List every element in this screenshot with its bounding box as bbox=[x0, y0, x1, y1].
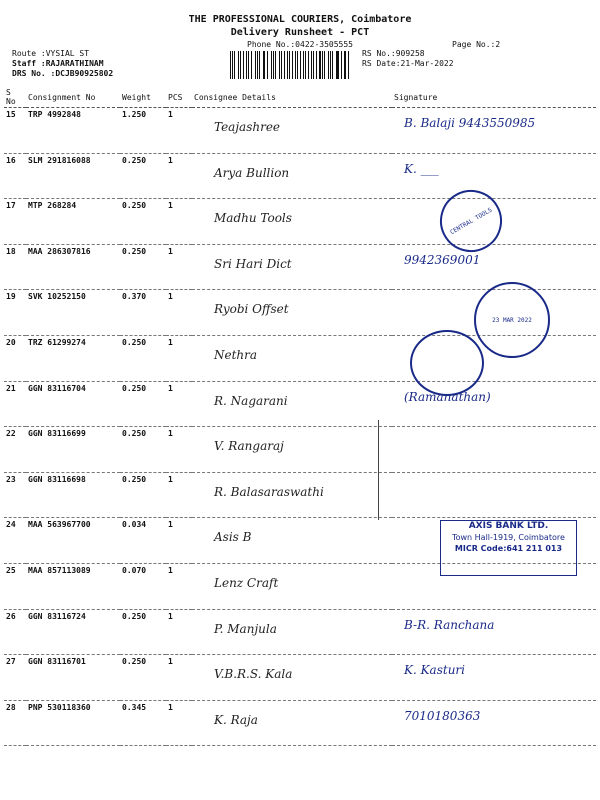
row-signature-cell bbox=[392, 655, 596, 701]
row-weight: 0.250 bbox=[120, 153, 166, 199]
row-signature: 9942369001 bbox=[404, 252, 481, 267]
row-consignee-cell bbox=[192, 335, 392, 381]
row-consignee-cell bbox=[192, 244, 392, 290]
row-consignee: V.B.R.S. Kala bbox=[214, 667, 293, 682]
row-consignment-no: TRP 4992848 bbox=[26, 108, 120, 154]
table-row bbox=[4, 427, 596, 473]
row-weight: 0.250 bbox=[120, 472, 166, 518]
row-pcs: 1 bbox=[166, 655, 192, 701]
row-consignee: Nethra bbox=[214, 347, 258, 362]
row-weight: 0.250 bbox=[120, 335, 166, 381]
row-sno: 15 bbox=[4, 108, 26, 154]
row-consignee: Teajashree bbox=[214, 120, 281, 134]
row-consignee: Lenz Craft bbox=[214, 575, 279, 590]
row-consignee-cell bbox=[192, 655, 392, 701]
row-sno: 24 bbox=[4, 518, 26, 564]
row-pcs: 1 bbox=[166, 609, 192, 655]
row-pcs: 1 bbox=[166, 108, 192, 154]
row-pcs: 1 bbox=[166, 518, 192, 564]
row-weight: 0.250 bbox=[120, 427, 166, 473]
row-consignment-no: MAA 286307816 bbox=[26, 244, 120, 290]
row-consignee-cell bbox=[192, 381, 392, 427]
row-consignee: Madhu Tools bbox=[214, 211, 292, 226]
row-weight: 0.070 bbox=[120, 563, 166, 609]
row-signature: 7010180363 bbox=[404, 708, 481, 723]
central-tools-stamp: CENTRAL TOOLS bbox=[429, 179, 514, 264]
row-consignment-no: GGN 83116698 bbox=[26, 472, 120, 518]
row-sno: 17 bbox=[4, 199, 26, 245]
row-sno: 16 bbox=[4, 153, 26, 199]
row-signature-cell bbox=[392, 244, 596, 290]
row-signature-cell bbox=[392, 108, 596, 154]
row-weight: 0.250 bbox=[120, 244, 166, 290]
row-consignment-no: SVK 10252150 bbox=[26, 290, 120, 336]
row-consignee-cell bbox=[192, 700, 392, 746]
row-consignee-cell bbox=[192, 108, 392, 154]
row-sno: 18 bbox=[4, 244, 26, 290]
row-consignee-cell bbox=[192, 199, 392, 245]
row-signature: B. Balaji 9443550985 bbox=[404, 116, 536, 130]
col-consignee: Consignee Details bbox=[192, 87, 392, 108]
row-consignee: Asis B bbox=[214, 530, 252, 545]
table-row bbox=[4, 381, 596, 427]
row-pcs: 1 bbox=[166, 290, 192, 336]
row-weight: 0.370 bbox=[120, 290, 166, 336]
row-consignee-cell bbox=[192, 472, 392, 518]
row-pcs: 1 bbox=[166, 153, 192, 199]
bank-stamp: AXIS BANK LTD. Town Hall-1919, Coimbatore MICR Code:641 211 013 bbox=[440, 520, 577, 576]
phone-number: Phone No.:0422-3505555 bbox=[247, 40, 353, 49]
row-signature-cell bbox=[392, 153, 596, 199]
row-pcs: 1 bbox=[166, 381, 192, 427]
row-consignee: R. Balasaraswathi bbox=[214, 484, 324, 499]
divider-line bbox=[378, 420, 379, 520]
row-weight: 0.250 bbox=[120, 609, 166, 655]
row-sno: 27 bbox=[4, 655, 26, 701]
rs-date: RS Date:21-Mar-2022 bbox=[362, 59, 454, 68]
barcode bbox=[230, 51, 352, 79]
rs-number: RS No.:909258 bbox=[362, 49, 425, 58]
row-weight: 1.250 bbox=[120, 108, 166, 154]
row-consignee-cell bbox=[192, 427, 392, 473]
row-pcs: 1 bbox=[166, 700, 192, 746]
table-row bbox=[4, 655, 596, 701]
row-sno: 20 bbox=[4, 335, 26, 381]
row-signature-cell bbox=[392, 700, 596, 746]
col-consignment: Consignment No bbox=[26, 87, 120, 108]
col-sno: S No bbox=[4, 87, 26, 108]
runsheet-title: Delivery Runsheet - PCT bbox=[230, 27, 370, 38]
row-consignment-no: GGN 83116699 bbox=[26, 427, 120, 473]
row-consignee: Sri Hari Dict bbox=[214, 256, 292, 271]
route-label: Route :VYSIAL ST bbox=[12, 49, 90, 58]
row-sno: 26 bbox=[4, 609, 26, 655]
table-row bbox=[4, 108, 596, 154]
row-consignee-cell bbox=[192, 563, 392, 609]
row-consignee: Ryobi Offset bbox=[214, 302, 289, 317]
page-number: Page No.:2 bbox=[452, 40, 501, 49]
row-consignment-no: GGN 83116704 bbox=[26, 381, 120, 427]
row-signature: K. ___ bbox=[404, 161, 439, 176]
row-consignee-cell bbox=[192, 518, 392, 564]
row-consignment-no: SLM 291816088 bbox=[26, 153, 120, 199]
company-title: THE PROFESSIONAL COURIERS, Coimbatore bbox=[188, 14, 412, 25]
row-consignment-no: GGN 83116701 bbox=[26, 655, 120, 701]
row-sno: 19 bbox=[4, 290, 26, 336]
row-sno: 28 bbox=[4, 700, 26, 746]
row-consignee-cell bbox=[192, 290, 392, 336]
row-pcs: 1 bbox=[166, 244, 192, 290]
row-signature: (Ramanathan) bbox=[404, 389, 491, 404]
table-row bbox=[4, 153, 596, 199]
row-pcs: 1 bbox=[166, 472, 192, 518]
row-consignment-no: MTP 268284 bbox=[26, 199, 120, 245]
row-sno: 21 bbox=[4, 381, 26, 427]
row-consignment-no: PNP 530118360 bbox=[26, 700, 120, 746]
row-pcs: 1 bbox=[166, 427, 192, 473]
row-pcs: 1 bbox=[166, 563, 192, 609]
row-weight: 0.345 bbox=[120, 700, 166, 746]
row-consignee: R. Nagarani bbox=[214, 393, 288, 408]
row-sno: 23 bbox=[4, 472, 26, 518]
col-signature: Signature bbox=[392, 87, 596, 108]
round-date-stamp: 23 MAR 2022 bbox=[474, 282, 550, 358]
row-consignment-no: MAA 563967700 bbox=[26, 518, 120, 564]
row-weight: 0.250 bbox=[120, 199, 166, 245]
row-signature: B-R. Ranchana bbox=[404, 617, 495, 632]
row-consignment-no: GGN 83116724 bbox=[26, 609, 120, 655]
row-consignment-no: MAA 857113089 bbox=[26, 563, 120, 609]
row-signature: K. Kasturi bbox=[404, 663, 465, 678]
row-weight: 0.250 bbox=[120, 381, 166, 427]
row-signature-cell bbox=[392, 427, 596, 473]
table-row bbox=[4, 199, 596, 245]
row-sno: 25 bbox=[4, 563, 26, 609]
table-header bbox=[4, 87, 596, 108]
col-pcs: PCS bbox=[166, 87, 192, 108]
row-consignment-no: TRZ 61299274 bbox=[26, 335, 120, 381]
row-pcs: 1 bbox=[166, 199, 192, 245]
row-consignee-cell bbox=[192, 609, 392, 655]
drs-number: DRS No. :DCJB90925802 bbox=[12, 69, 114, 78]
row-consignee: P. Manjula bbox=[214, 621, 277, 636]
table-row bbox=[4, 700, 596, 746]
row-signature-cell bbox=[392, 472, 596, 518]
table-row bbox=[4, 609, 596, 655]
runsheet-table bbox=[4, 87, 596, 746]
col-weight: Weight bbox=[120, 87, 166, 108]
staff-label: Staff :RAJARATHINAM bbox=[12, 59, 104, 68]
row-weight: 0.034 bbox=[120, 518, 166, 564]
table-row bbox=[4, 472, 596, 518]
row-signature-cell bbox=[392, 609, 596, 655]
row-consignee-cell bbox=[192, 153, 392, 199]
row-consignee: Arya Bullion bbox=[214, 165, 290, 180]
row-consignee: V. Rangaraj bbox=[214, 439, 284, 454]
circular-stamp bbox=[410, 330, 484, 396]
row-consignee: K. Raja bbox=[214, 712, 258, 727]
row-weight: 0.250 bbox=[120, 655, 166, 701]
row-sno: 22 bbox=[4, 427, 26, 473]
row-pcs: 1 bbox=[166, 335, 192, 381]
